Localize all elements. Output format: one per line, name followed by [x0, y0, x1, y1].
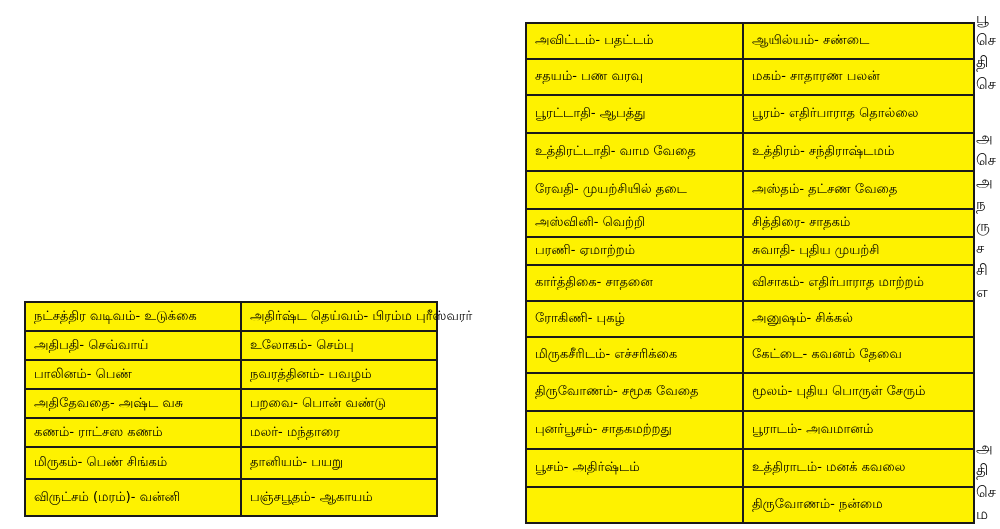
table-cell: நவரத்தினம்- பவழம்	[241, 360, 437, 389]
table-row	[526, 373, 974, 411]
table-cell: நட்சத்திர வடிவம்- உடுக்கை	[25, 302, 241, 331]
table-cell: ரோகிணி- புகழ்	[526, 301, 743, 337]
table-cell: அஸ்வினி- வெற்றி	[526, 209, 743, 237]
table-cell: பூசம்- அதிர்ஷ்டம்	[526, 449, 743, 487]
table-cell: பஞ்சபூதம்- ஆகாயம்	[241, 479, 437, 516]
cropped-text-fragment: அ	[976, 129, 993, 147]
table-row	[25, 331, 437, 360]
table-cell: சித்திரை- சாதகம்	[743, 209, 974, 237]
table-cell: தானியம்- பயறு	[241, 447, 437, 479]
cropped-text-fragment: ரு	[976, 217, 990, 235]
table-cell: உத்திராடம்- மனக் கவலை	[743, 449, 974, 487]
table-cell: அதிதேவதை- அஷ்ட வசு	[25, 389, 241, 418]
table-cell: மிருகசீரிடம்- எச்சரிக்கை	[526, 337, 743, 373]
table-row	[25, 418, 437, 447]
table-cell: உத்திரட்டாதி- வாம வேதை	[526, 133, 743, 171]
table-row	[25, 447, 437, 479]
table-row	[25, 479, 437, 516]
cropped-text-fragment: தி	[976, 53, 989, 71]
table-row	[526, 59, 974, 95]
table-cell: அனுஷம்- சிக்கல்	[743, 301, 974, 337]
cropped-text-fragment: செ	[976, 151, 996, 169]
table-cell: அஸ்தம்- தட்சண வேதை	[743, 171, 974, 209]
table-cell: பரணி- ஏமாற்றம்	[526, 237, 743, 265]
table-row	[25, 389, 437, 418]
table-cell: சதயம்- பண வரவு	[526, 59, 743, 95]
table-row	[526, 337, 974, 373]
table-cell: கணம்- ராட்சஸ கணம்	[25, 418, 241, 447]
table-row	[526, 411, 974, 449]
table-cell: விருட்சம் (மரம்)- வன்னி	[25, 479, 241, 516]
table-cell: மகம்- சாதாரண பலன்	[743, 59, 974, 95]
table-cell: விசாகம்- எதிர்பாராத மாற்றம்	[743, 265, 974, 301]
cropped-side-text	[976, 0, 1000, 529]
cropped-text-fragment: எ	[976, 283, 988, 301]
table-cell: ரேவதி- முயற்சியில் தடை	[526, 171, 743, 209]
cropped-text-fragment: ச	[976, 239, 985, 257]
table-row	[25, 302, 437, 331]
table-cell: கார்த்திகை- சாதனை	[526, 265, 743, 301]
cropped-text-fragment: செ	[976, 483, 996, 501]
table-cell: மிருகம்- பெண் சிங்கம்	[25, 447, 241, 479]
cropped-text-fragment: அ	[976, 439, 993, 457]
table-cell: அதிபதி- செவ்வாய்	[25, 331, 241, 360]
cropped-text-fragment: சி	[976, 261, 988, 279]
table-cell: அவிட்டம்- பதட்டம்	[526, 23, 743, 59]
table-row	[526, 171, 974, 209]
table-cell: கேட்டை- கவனம் தேவை	[743, 337, 974, 373]
table-row	[526, 487, 974, 523]
cropped-text-fragment: பூ	[976, 9, 989, 27]
table-cell: பூரட்டாதி- ஆபத்து	[526, 95, 743, 133]
nakshatra-attributes-table	[24, 301, 473, 517]
table-cell: உத்திரம்- சந்திராஷ்டமம்	[743, 133, 974, 171]
cropped-text-fragment: செ	[976, 75, 996, 93]
table-cell	[526, 487, 743, 523]
table-cell: உலோகம்- செம்பு	[241, 331, 437, 360]
table-row	[526, 133, 974, 171]
table-cell: ஆயில்யம்- சண்டை	[743, 23, 974, 59]
cropped-text-fragment: அ	[976, 173, 993, 191]
table-cell: பூரம்- எதிர்பாராத தொல்லை	[743, 95, 974, 133]
table-row	[25, 360, 437, 389]
table-cell: பறவை- பொன் வண்டு	[241, 389, 437, 418]
table-cell: மலர்- மந்தாரை	[241, 418, 437, 447]
table-row	[526, 95, 974, 133]
table-cell: பூராடம்- அவமானம்	[743, 411, 974, 449]
table-cell: சுவாதி- புதிய முயற்சி	[743, 237, 974, 265]
table-row	[526, 23, 974, 59]
cropped-text-fragment: ம	[976, 505, 989, 523]
table-row	[526, 209, 974, 237]
cropped-text-fragment: தி	[976, 461, 989, 479]
table-cell: புனர்பூசம்- சாதகமற்றது	[526, 411, 743, 449]
table-cell: திருவோணம்- சமூக வேதை	[526, 373, 743, 411]
table-cell: பாலினம்- பெண்	[25, 360, 241, 389]
table-row	[526, 301, 974, 337]
cropped-text-fragment: ந	[976, 195, 986, 213]
table-cell: மூலம்- புதிய பொருள் சேரும்	[743, 373, 974, 411]
table-row	[526, 237, 974, 265]
table-row	[526, 265, 974, 301]
table-cell: திருவோணம்- நன்மை	[743, 487, 974, 523]
table-cell: அதிர்ஷ்ட தெய்வம்- பிரம்ம புரீஸ்வரர்	[241, 302, 437, 331]
cropped-text-fragment: செ	[976, 31, 996, 49]
nakshatra-results-table	[525, 22, 975, 524]
table-row	[526, 449, 974, 487]
